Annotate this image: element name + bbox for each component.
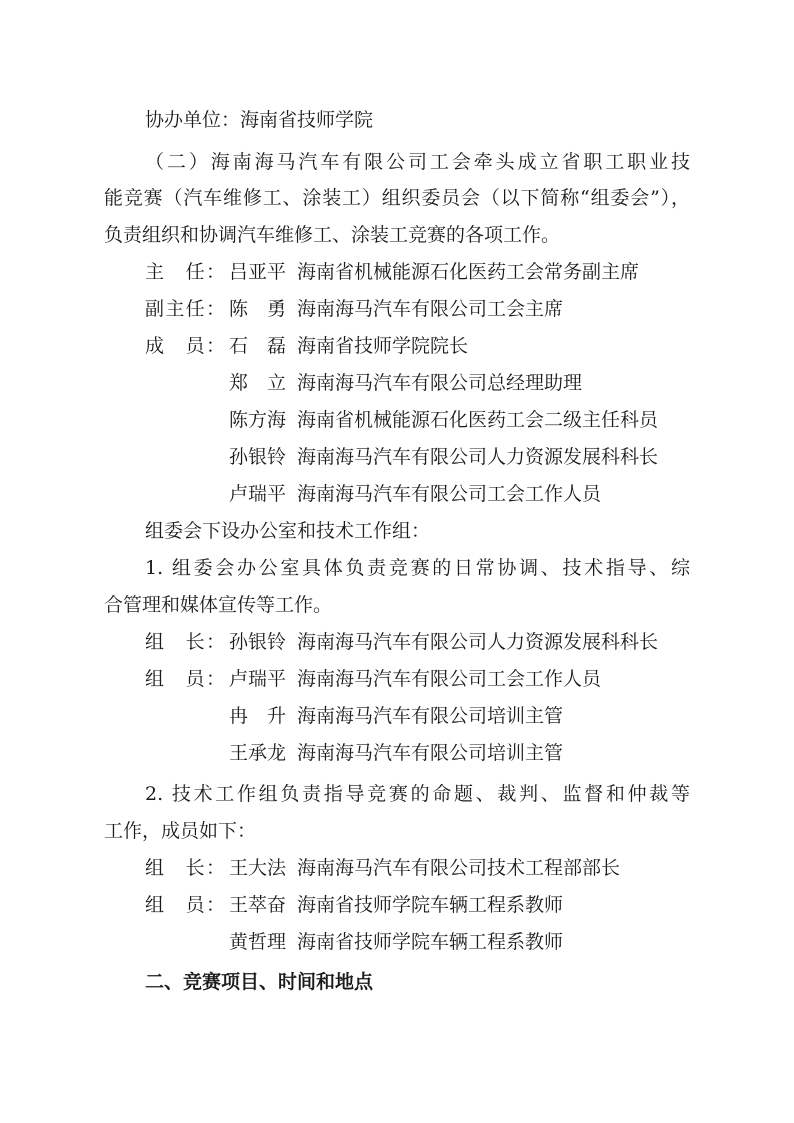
role-label: 副主任： [145,298,225,320]
person-title: 海南海马汽车有限公司人力资源发展科科长 [297,446,659,468]
office-desc-line-2: 合管理和媒体宣传等工作。 [104,594,333,616]
person-title: 海南海马汽车有限公司工会工作人员 [297,483,602,505]
committee-member-row [229,371,582,395]
person-name: 卢瑞平 [229,668,287,690]
person-title: 海南海马汽车有限公司工会主席 [297,298,564,320]
person-name: 王萃奋 [229,894,287,916]
committee-member-row [229,445,658,469]
office-desc-line-1: 1. 组委会办公室具体负责竞赛的日常协调、技术指导、综 [145,557,690,579]
office-member-row [229,704,563,728]
role-label: 组 员： [145,668,225,690]
person-name: 王承龙 [229,742,287,764]
person-title: 海南海马汽车有限公司培训主管 [297,705,564,727]
paragraph-2-line-2: 能竞赛（汽车维修工、涂装工）组织委员会（以下简称“组委会”）， [104,187,690,209]
committee-member-row [229,482,601,506]
person-name: 孙银铃 [229,631,287,653]
subgroups-intro: 组委会下设办公室和技术工作组： [145,520,431,542]
office-member-row [145,667,601,691]
role-label: 主 任： [145,261,225,283]
tech-desc-line-2: 工作，成员如下： [104,820,257,842]
person-title: 海南海马汽车有限公司培训主管 [297,742,564,764]
person-name: 卢瑞平 [229,483,287,505]
person-title: 海南海马汽车有限公司工会工作人员 [297,668,602,690]
person-name: 石 磊 [229,335,287,357]
person-title: 海南省技师学院车辆工程系教师 [297,894,564,916]
person-title: 海南海马汽车有限公司总经理助理 [297,372,583,394]
section-heading: 二、竞赛项目、时间和地点 [145,971,374,993]
person-name: 冉 升 [229,705,287,727]
tech-member-row [145,893,563,917]
person-name: 郑 立 [229,372,287,394]
co-organizer-line: 协办单位：海南省技师学院 [145,109,374,131]
tech-member-row [229,930,563,954]
person-name: 陈 勇 [229,298,287,320]
person-name: 孙银铃 [229,446,287,468]
role-label: 组 员： [145,894,225,916]
office-member-row [229,741,563,765]
tech-desc-line-1: 2. 技术工作组负责指导竞赛的命题、裁判、监督和仲裁等 [145,783,690,805]
person-name: 陈方海 [229,409,287,431]
person-name: 黄哲理 [229,931,287,953]
person-title: 海南海马汽车有限公司人力资源发展科科长 [297,631,659,653]
committee-member-row [145,334,468,358]
committee-director-row [145,260,639,284]
paragraph-2-line-1: （二）海南海马汽车有限公司工会牵头成立省职工职业技 [145,151,690,173]
role-label: 组 长： [145,857,225,879]
person-title: 海南省机械能源石化医药工会常务副主席 [297,261,640,283]
person-name: 吕亚平 [229,261,287,283]
committee-deputy-row [145,297,563,321]
person-name: 王大法 [229,857,287,879]
committee-member-row [229,408,658,432]
office-leader-row [145,630,658,654]
person-title: 海南省技师学院车辆工程系教师 [297,931,564,953]
person-title: 海南省技师学院院长 [297,335,469,357]
person-title: 海南海马汽车有限公司技术工程部部长 [297,857,621,879]
person-title: 海南省机械能源石化医药工会二级主任科员 [297,409,659,431]
role-label: 成 员： [145,335,225,357]
paragraph-2-line-3: 负责组织和协调汽车维修工、涂装工竞赛的各项工作。 [104,224,561,246]
role-label: 组 长： [145,631,225,653]
tech-leader-row [145,856,620,880]
